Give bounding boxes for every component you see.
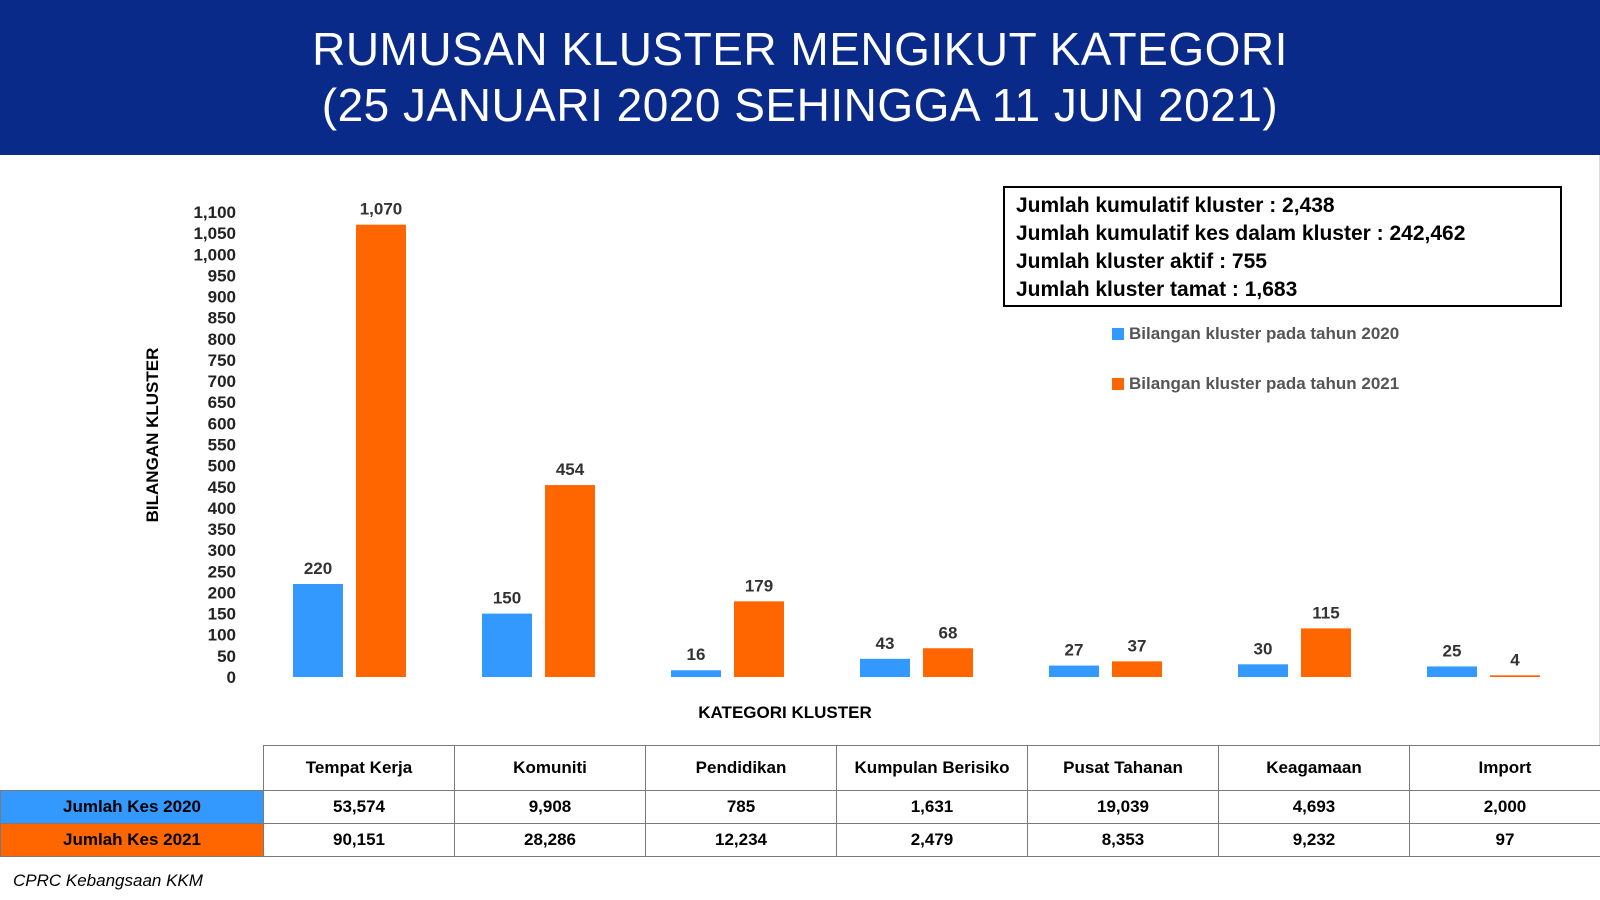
bar-2021 xyxy=(356,225,406,677)
page-title: RUMUSAN KLUSTER MENGIKUT KATEGORI xyxy=(312,23,1288,75)
data-label: 179 xyxy=(744,576,774,596)
data-label: 16 xyxy=(686,645,706,665)
y-tick-label: 50 xyxy=(217,646,236,666)
bar-2021 xyxy=(1490,675,1540,677)
summary-ended-clusters: Jumlah kluster tamat : 1,683 xyxy=(1016,278,1298,301)
table-cell: 2,000 xyxy=(1410,791,1600,824)
bar-2020 xyxy=(1049,666,1099,677)
y-tick-label: 100 xyxy=(207,625,236,645)
bar-2020 xyxy=(671,670,721,677)
y-tick-label: 650 xyxy=(207,393,236,413)
row-label-2020: Jumlah Kes 2020 xyxy=(1,791,264,824)
data-label: 4 xyxy=(1510,650,1520,670)
y-tick-label: 900 xyxy=(207,287,236,307)
y-tick-label: 200 xyxy=(207,583,236,603)
data-label: 220 xyxy=(303,559,333,578)
y-tick-label: 400 xyxy=(207,498,236,518)
table-cell: 9,232 xyxy=(1219,824,1410,857)
data-label: 37 xyxy=(1127,636,1147,656)
y-tick-label: 450 xyxy=(207,477,236,497)
y-tick-label: 750 xyxy=(207,350,236,370)
table-header-cell: Keagamaan xyxy=(1219,746,1410,791)
table-header-cell: Kumpulan Berisiko xyxy=(837,746,1028,791)
case-table xyxy=(0,745,1600,857)
table-cell: 97 xyxy=(1410,824,1600,857)
bar-2021 xyxy=(1112,661,1162,677)
y-tick-label: 0 xyxy=(226,668,236,687)
summary-total-cases: Jumlah kumulatif kes dalam kluster : 242,462 xyxy=(1016,222,1466,245)
y-tick-label: 800 xyxy=(207,329,236,349)
table-cell: 785 xyxy=(646,791,837,824)
table-corner xyxy=(1,746,264,791)
data-label: 68 xyxy=(938,623,958,643)
table-row-2020 xyxy=(1,791,1600,824)
table-header-cell: Import xyxy=(1410,746,1600,791)
y-tick-label: 500 xyxy=(207,456,236,476)
table-cell: 19,039 xyxy=(1028,791,1219,824)
legend-label-2020: Bilangan kluster pada tahun 2020 xyxy=(1129,324,1400,343)
table-header-cell: Pusat Tahanan xyxy=(1028,746,1219,791)
legend-swatch-2021 xyxy=(1112,378,1124,390)
row-label-2021: Jumlah Kes 2021 xyxy=(1,824,264,857)
bar-2020 xyxy=(1238,664,1288,677)
data-label: 27 xyxy=(1064,640,1084,660)
legend-item-2021 xyxy=(1112,374,1399,394)
table-cell: 53,574 xyxy=(264,791,455,824)
table-cell: 8,353 xyxy=(1028,824,1219,857)
title-banner xyxy=(0,0,1600,155)
summary-active-clusters: Jumlah kluster aktif : 755 xyxy=(1016,250,1267,273)
legend-swatch-2020 xyxy=(1112,328,1124,340)
legend-item-2020 xyxy=(1112,324,1399,344)
bar-2020 xyxy=(1427,666,1477,677)
table-cell: 1,631 xyxy=(837,791,1028,824)
bar-2021 xyxy=(923,648,973,677)
source-note: CPRC Kebangsaan KKM xyxy=(13,871,203,890)
table-cell: 28,286 xyxy=(455,824,646,857)
y-axis-label: BILANGAN KLUSTER xyxy=(143,347,162,523)
y-tick-label: 1,050 xyxy=(193,224,236,244)
legend-label-2021: Bilangan kluster pada tahun 2021 xyxy=(1129,374,1400,393)
y-tick-label: 950 xyxy=(207,266,236,286)
y-tick-label: 1,100 xyxy=(193,203,236,222)
bar-2020 xyxy=(293,584,343,677)
table-header-cell: Pendidikan xyxy=(646,746,837,791)
y-tick-label: 600 xyxy=(207,414,236,434)
bar-2020 xyxy=(860,659,910,677)
bar-2020 xyxy=(482,614,532,677)
table-cell: 2,479 xyxy=(837,824,1028,857)
table-cell: 9,908 xyxy=(455,791,646,824)
y-tick-label: 250 xyxy=(207,562,236,582)
y-tick-label: 300 xyxy=(207,541,236,561)
summary-total-clusters: Jumlah kumulatif kluster : 2,438 xyxy=(1016,194,1335,217)
table-cell: 90,151 xyxy=(264,824,455,857)
x-axis-label: KATEGORI KLUSTER xyxy=(698,703,872,722)
page-subtitle: (25 JANUARI 2020 SEHINGGA 11 JUN 2021) xyxy=(321,79,1279,131)
summary-box xyxy=(1003,186,1562,307)
y-tick-label: 1,000 xyxy=(193,245,236,265)
data-label: 25 xyxy=(1442,641,1462,661)
bar-2021 xyxy=(545,485,595,677)
bar-2021 xyxy=(734,601,784,677)
table-header-cell: Komuniti xyxy=(455,746,646,791)
table-header-row xyxy=(1,746,1600,791)
table-header-cell: Tempat Kerja xyxy=(264,746,455,791)
data-label: 150 xyxy=(492,588,522,608)
y-tick-label: 350 xyxy=(207,520,236,540)
table-row-2021 xyxy=(1,824,1600,857)
data-label: 454 xyxy=(555,460,585,480)
table-cell: 12,234 xyxy=(646,824,837,857)
y-tick-label: 850 xyxy=(207,308,236,328)
bar-2021 xyxy=(1301,628,1351,677)
data-label: 115 xyxy=(1312,603,1340,623)
data-label: 1,070 xyxy=(359,199,403,219)
y-tick-label: 150 xyxy=(207,604,236,624)
data-label: 30 xyxy=(1253,639,1273,659)
table-cell: 4,693 xyxy=(1219,791,1410,824)
y-tick-label: 550 xyxy=(207,435,236,455)
y-tick-label: 700 xyxy=(207,372,236,392)
data-label: 43 xyxy=(875,633,895,653)
